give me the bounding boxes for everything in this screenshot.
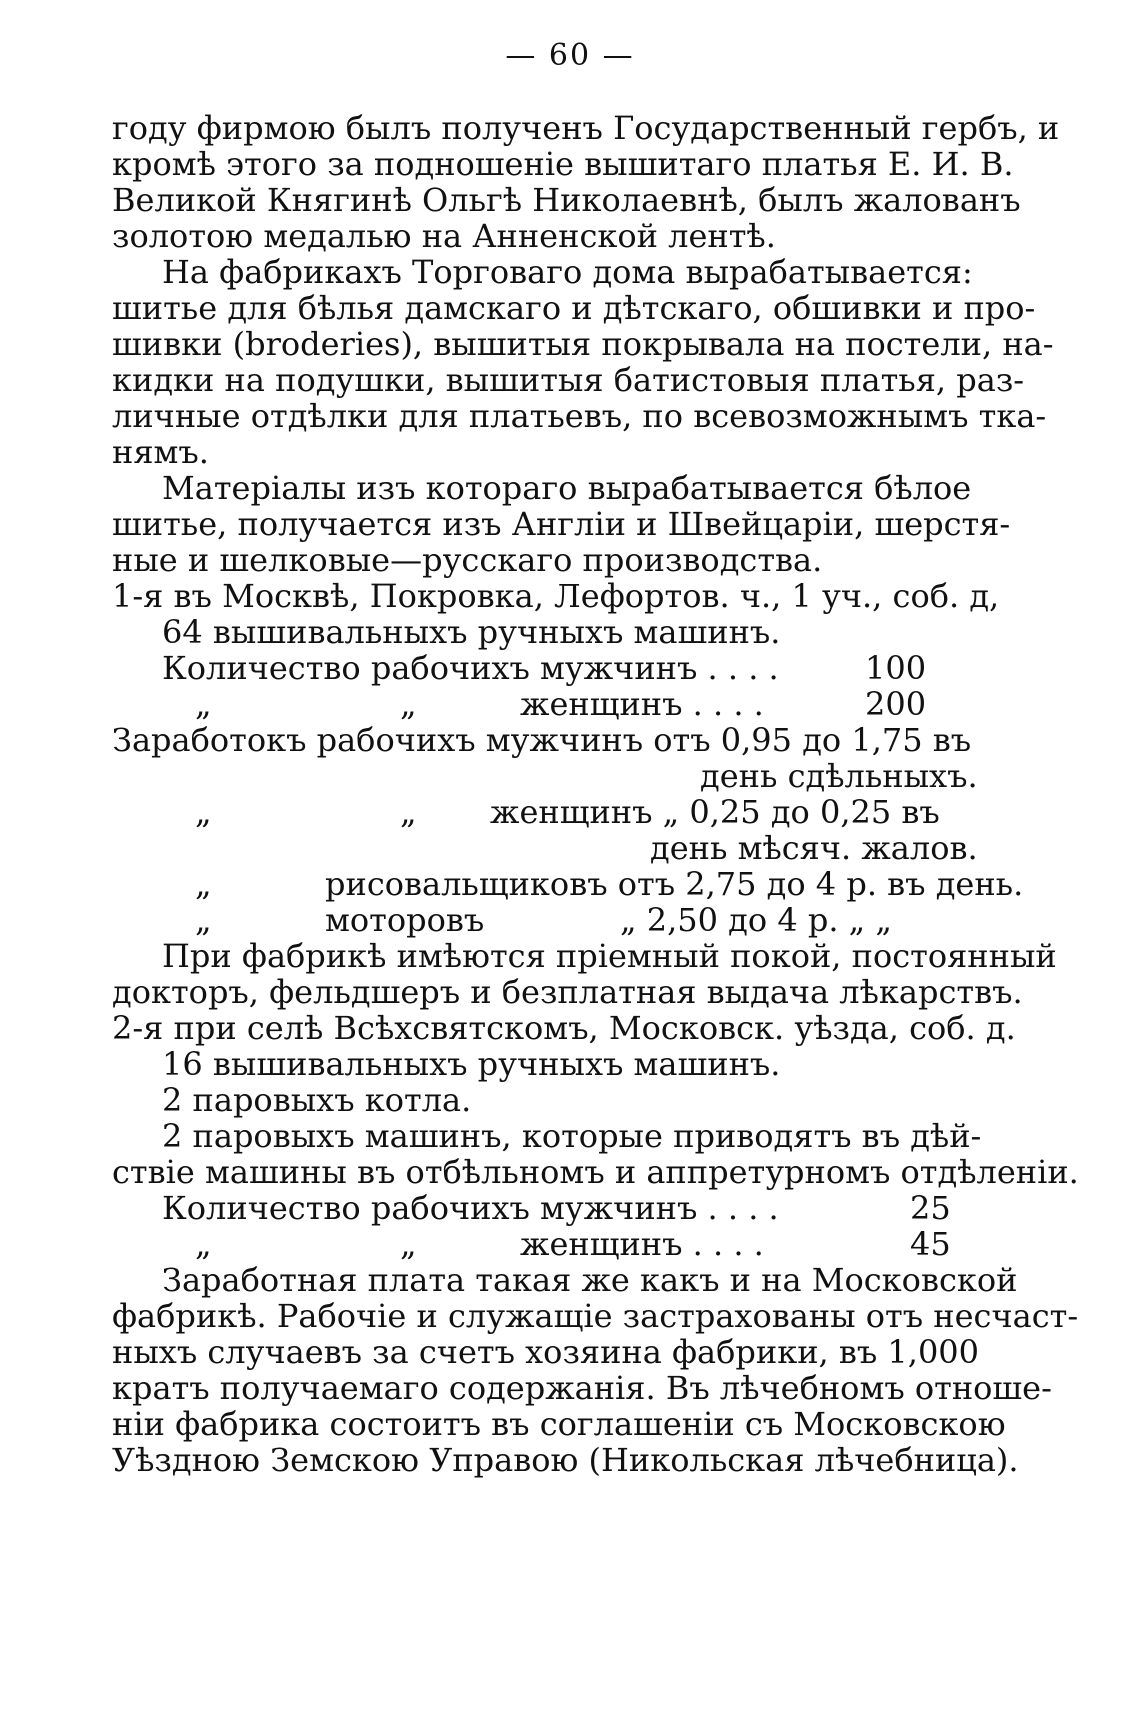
workers-men-value: 100 [865,649,927,687]
ditto-mark: „ [195,865,212,903]
text-line: золотою медалью на Анненской лентѣ. [112,217,776,255]
factory-2-heading: 2-я при селѣ Всѣхсвятскомъ, Московск. уѣзда, соб. д. [112,1009,1016,1047]
ditto-mark: „ [400,1225,417,1263]
text-line: году фирмою былъ полученъ Государственный гербъ, и [112,109,1060,147]
wages-motormen-value: „ 2,50 до 4 р. „ „ [620,901,892,939]
workers-women-label: женщинъ . . . . [520,1225,764,1263]
wages-women-unit: день мѣсяч. жалов. [650,829,978,867]
factory-1-heading: 1-я въ Москвѣ, Покровка, Лефортов. ч., 1 уч., соб. д, [112,577,1000,615]
ditto-mark: „ [195,1225,212,1263]
text-line: личные отдѣлки для платьевъ, по всевозможнымъ тка- [112,397,1047,435]
wages-drawers-line: рисовальщиковъ отъ 2,75 до 4 р. въ день. [325,865,1024,903]
wages-men-line: Заработокъ рабочихъ мужчинъ отъ 0,95 до 1,75 въ [112,721,972,759]
wages-women-line: женщинъ „ 0,25 до 0,25 въ [490,793,940,831]
text-line: шитье для бѣлья дамскаго и дѣтскаго, обшивки и про- [112,289,1036,327]
wages-motormen-label: моторовъ [325,901,485,939]
text-line: Заработная плата такая же какъ и на Московской [162,1261,1018,1299]
ditto-mark: „ [400,685,417,723]
ditto-mark: „ [400,793,417,831]
text-line: кромѣ этого за подношеніе вышитаго платья Е. И. В. [112,145,1014,183]
text-line: Великой Княгинѣ Ольгѣ Николаевнѣ, былъ жалованъ [112,181,1021,219]
workers-women-label: женщинъ . . . . [520,685,764,723]
workers-men-label: Количество рабочихъ мужчинъ . . . . [162,1189,779,1227]
workers-men-value: 25 [910,1189,951,1227]
ditto-mark: „ [195,685,212,723]
workers-men-label: Количество рабочихъ мужчинъ . . . . [162,649,779,687]
text-line: шитье, получается изъ Англіи и Швейцаріи, шерстя- [112,505,1011,543]
factory-1-machines: 64 вышивальныхъ ручныхъ машинъ. [162,613,781,651]
text-line: нямъ. [112,433,209,471]
text-line: ніи фабрика состоитъ въ соглашеніи съ Московскою [112,1405,1006,1443]
text-line: Матеріалы изъ котораго вырабатывается бѣлое [162,469,972,507]
ditto-mark: „ [195,793,212,831]
text-line: докторъ, фельдшеръ и безплатная выдача лѣкарствъ. [112,973,1023,1011]
text-line: При фабрикѣ имѣются пріемный покой, постоянный [162,937,1057,975]
factory-2-machines: 16 вышивальныхъ ручныхъ машинъ. [162,1045,781,1083]
workers-women-value: 45 [910,1225,951,1263]
text-line: Уѣздною Земскою Управою (Никольская лѣчебница). [112,1441,1019,1479]
workers-women-value: 200 [865,685,927,723]
text-line: кратъ получаемаго содержанія. Въ лѣчебномъ отноше- [112,1369,1052,1407]
text-line: ные и шелковые—русскаго производства. [112,541,823,579]
text-line: шивки (broderies), вышитыя покрывала на постели, на- [112,325,1054,363]
text-line: ныхъ случаевъ за счетъ хозяина фабрики, въ 1,000 [112,1333,980,1371]
factory-2-steam-engines-cont: ствіе машины въ отбѣльномъ и аппретурномъ отдѣленіи. [112,1153,1079,1191]
page-number: — 60 — [505,38,635,73]
text-line: На фабрикахъ Торговаго дома вырабатывается: [162,253,973,291]
text-line: фабрикѣ. Рабочіе и служащіе застрахованы отъ несчаст- [112,1297,1079,1335]
ditto-mark: „ [195,901,212,939]
factory-2-steam-engines: 2 паровыхъ машинъ, которые приводятъ въ дѣй- [162,1117,982,1155]
wages-men-unit: день сдѣльныхъ. [700,757,978,795]
factory-2-boilers: 2 паровыхъ котла. [162,1081,472,1119]
text-line: кидки на подушки, вышитыя батистовыя платья, раз- [112,361,1025,399]
